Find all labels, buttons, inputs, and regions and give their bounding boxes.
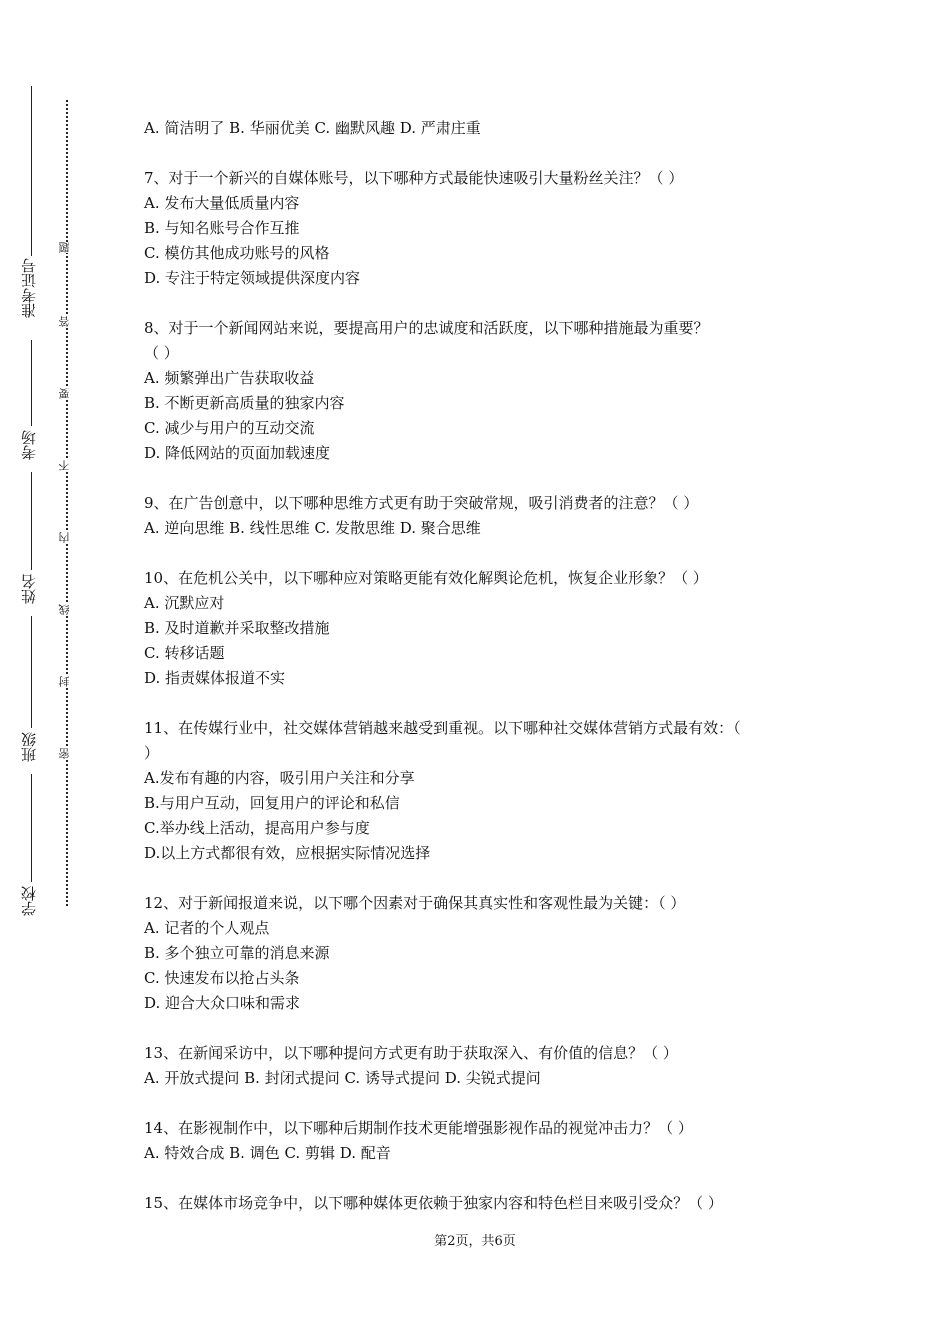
option-line: A. 沉默应对	[144, 594, 225, 612]
question-block	[144, 166, 824, 291]
question-block	[144, 1041, 824, 1091]
binding-line	[31, 616, 32, 728]
seal-char: 封	[57, 676, 75, 687]
seal-char: 密	[57, 748, 75, 759]
seal-char: 题	[57, 242, 75, 253]
seal-char: 线	[57, 604, 75, 615]
field-label-name: 姓名	[20, 574, 38, 604]
question-stem-cont: ）	[144, 744, 160, 762]
option-line: C. 快速发布以抢占头条	[144, 969, 300, 987]
question-block	[144, 316, 824, 466]
question-stem: 11、在传媒行业中，社交媒体营销越来越受到重视。以下哪种社交媒体营销方式最有效：（	[144, 719, 741, 737]
seal-char: 答	[57, 316, 75, 327]
field-label-exam-room: 考场	[20, 430, 38, 460]
binding-line	[31, 86, 32, 256]
question-stem: 15、在媒体市场竞争中，以下哪种媒体更依赖于独家内容和特色栏目来吸引受众？（ ）	[144, 1194, 723, 1212]
field-label-school: 学校	[20, 886, 38, 916]
binding-line	[31, 472, 32, 570]
question-stem: 14、在影视制作中，以下哪种后期制作技术更能增强影视作品的视觉冲击力？（ ）	[144, 1119, 693, 1137]
option-line: C. 模仿其他成功账号的风格	[144, 244, 330, 262]
seal-dotted-line	[66, 100, 68, 906]
question-stem-cont: （ ）	[144, 344, 179, 362]
question-stem: 7、对于一个新兴的自媒体账号，以下哪种方式最能快速吸引大量粉丝关注？（ ）	[144, 169, 684, 187]
field-label-class: 班级	[20, 732, 38, 762]
option-line: B. 与知名账号合作互推	[144, 219, 300, 237]
option-line: C. 转移话题	[144, 644, 225, 662]
question-list	[144, 116, 824, 1241]
option-line: D. 专注于特定领域提供深度内容	[144, 269, 361, 287]
option-line: B. 及时道歉并采取整改措施	[144, 619, 330, 637]
question-stem: 12、对于新闻报道来说，以下哪个因素对于确保其真实性和客观性最为关键：（ ）	[144, 894, 686, 912]
page-number: 第2页，共6页	[434, 1234, 516, 1249]
option-line: A. 特效合成 B. 调色 C. 剪辑 D. 配音	[144, 1144, 391, 1162]
question-stem: 9、在广告创意中，以下哪种思维方式更有助于突破常规，吸引消费者的注意？（ ）	[144, 494, 699, 512]
question-block	[144, 1116, 824, 1166]
question-block	[144, 891, 824, 1016]
option-line: B. 不断更新高质量的独家内容	[144, 394, 345, 412]
option-line: A. 频繁弹出广告获取收益	[144, 369, 315, 387]
option-line: A. 记者的个人观点	[144, 919, 270, 937]
question-stem: 10、在危机公关中，以下哪种应对策略更能有效化解舆论危机，恢复企业形象？（ ）	[144, 569, 708, 587]
option-line: A. 开放式提问 B. 封闭式提问 C. 诱导式提问 D. 尖锐式提问	[144, 1069, 541, 1087]
question-block	[144, 716, 824, 866]
question-stem: 13、在新闻采访中，以下哪种提问方式更有助于获取深入、有价值的信息？（ ）	[144, 1044, 678, 1062]
option-line: D.以上方式都很有效，应根据实际情况选择	[144, 844, 431, 862]
question-block	[144, 491, 824, 541]
binding-line	[31, 774, 32, 882]
question-block	[144, 116, 824, 141]
seal-char: 内	[57, 532, 75, 543]
option-line: A. 逆向思维 B. 线性思维 C. 发散思维 D. 聚合思维	[144, 519, 481, 537]
option-line: A. 简洁明了 B. 华丽优美 C. 幽默风趣 D. 严肃庄重	[144, 119, 481, 137]
option-line: C.举办线上活动，提高用户参与度	[144, 819, 370, 837]
question-stem: 8、对于一个新闻网站来说，要提高用户的忠诚度和活跃度，以下哪种措施最为重要？	[144, 319, 709, 337]
option-line: D. 降低网站的页面加载速度	[144, 444, 331, 462]
question-block	[144, 1191, 824, 1216]
seal-char: 要	[57, 388, 75, 399]
option-line: D. 迎合大众口味和需求	[144, 994, 301, 1012]
option-line: B. 多个独立可靠的消息来源	[144, 944, 330, 962]
option-line: A.发布有趣的内容，吸引用户关注和分享	[144, 769, 415, 787]
seal-char: 不	[57, 460, 75, 471]
option-line: A. 发布大量低质量内容	[144, 194, 300, 212]
option-line: C. 减少与用户的互动交流	[144, 419, 315, 437]
option-line: B.与用户互动，回复用户的评论和私信	[144, 794, 400, 812]
binding-line	[31, 340, 32, 426]
field-label-exam-number: 准考证号	[20, 258, 38, 318]
option-line: D. 指责媒体报道不实	[144, 669, 286, 687]
question-block	[144, 566, 824, 691]
